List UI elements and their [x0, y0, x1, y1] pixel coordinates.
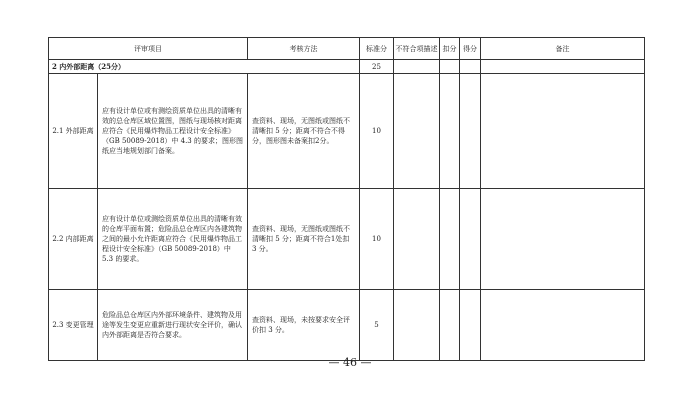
- header-get: 得分: [460, 38, 481, 60]
- table-header-row: [49, 38, 645, 60]
- section-title: 2 内外部距离（25分）: [49, 60, 360, 74]
- row-item-name: 2.2 内部距离: [49, 189, 98, 290]
- evaluation-table: [48, 37, 645, 361]
- row-requirement: 应有设计单位或测绘资质单位出具的清晰有效的仓库平面布置；危险品总仓库区内各建筑物之间的最小允许距离应符合《民用爆炸物品工程设计安全标准》（GB 50089-2018）中 5.3 的要求。: [98, 189, 248, 290]
- table-row: [49, 74, 645, 189]
- page-number: — 46 —: [328, 356, 372, 369]
- header-method: 考核方法: [248, 38, 360, 60]
- row-requirement: 危险品总仓库区内外部环境条件、建筑物及用途等发生变更应重新进行现状安全评价，确认内外部距离是否符合要求。: [98, 290, 248, 361]
- row-item-name: 2.1 外部距离: [49, 74, 98, 189]
- table-row: [49, 189, 645, 290]
- row-method: 查资料、现场，未按要求安全评价扣 3 分。: [248, 290, 360, 361]
- header-remark: 备注: [481, 38, 645, 60]
- header-score: 标准分: [360, 38, 394, 60]
- table-row: [49, 290, 645, 361]
- header-deduct: 扣分: [440, 38, 460, 60]
- header-noncompliance: 不符合项描述: [394, 38, 440, 60]
- row-score: 10: [360, 189, 394, 290]
- row-score: 5: [360, 290, 394, 361]
- row-method: 查资料、现场，无图纸或图纸不清晰扣 5 分；距离不符合1处扣 3 分。: [248, 189, 360, 290]
- section-row: [49, 60, 645, 74]
- section-score: 25: [360, 60, 394, 74]
- row-item-name: 2.3 变更管理: [49, 290, 98, 361]
- row-method: 查资料、现场，无图纸或图纸不清晰扣 5 分；距离不符合不得分，图形图未备案扣2分。: [248, 74, 360, 189]
- row-requirement: 应有设计单位或有测绘资质单位出具的清晰有效的总仓库区域位置图，图纸与现场核对距离应符合《民用爆炸物品工程设计安全标准》（GB 50089-2018）中 4.3 的要求；图形图纸应当地规划部门备案。: [98, 74, 248, 189]
- header-item: 评审项目: [49, 38, 248, 60]
- row-score: 10: [360, 74, 394, 189]
